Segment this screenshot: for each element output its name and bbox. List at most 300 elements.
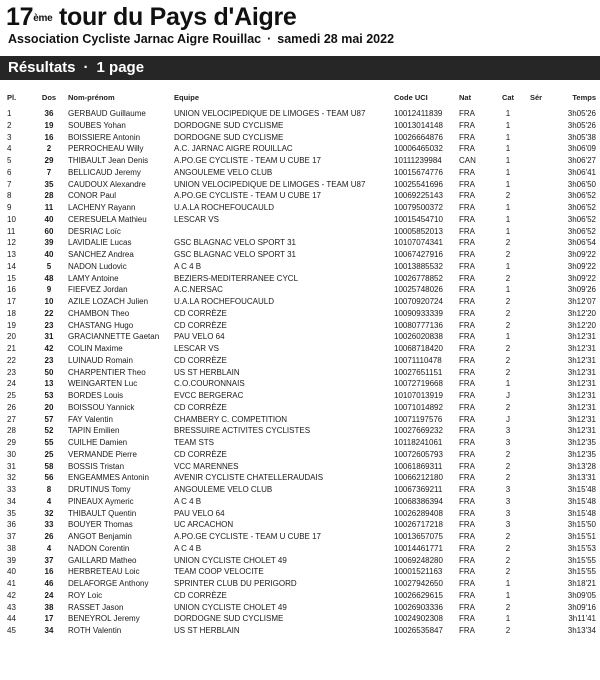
team-cell: A C 4 B — [174, 543, 202, 553]
bib-cell: 36 — [44, 109, 54, 118]
category-cell: 2 — [505, 320, 511, 330]
uci-code-cell: 10025748026 — [394, 285, 443, 295]
category-cell: 2 — [505, 402, 511, 412]
table-row — [0, 120, 600, 132]
category-cell: 2 — [505, 543, 511, 553]
nationality-cell: FRA — [459, 344, 475, 353]
table-row — [0, 425, 600, 437]
rider-name-cell: BOISSOU Yannick — [68, 402, 135, 412]
nationality-cell: FRA — [459, 602, 475, 612]
category-cell: 2 — [505, 367, 511, 377]
table-row — [0, 437, 600, 449]
col-pl: Pl. — [7, 93, 17, 102]
uci-code-cell: 10026535847 — [394, 626, 443, 635]
uci-code-cell: 10012411839 — [394, 109, 443, 118]
team-cell: TEAM STS — [174, 438, 215, 447]
rank-cell: 45 — [7, 626, 16, 635]
rank-cell: 25 — [7, 391, 16, 400]
time-cell: 3h18'21 — [567, 579, 596, 588]
team-cell: CD CORRÈZE — [174, 590, 227, 600]
team-cell: CD CORRÈZE — [174, 402, 227, 412]
nationality-cell: FRA — [459, 379, 475, 389]
rank-cell: 29 — [7, 438, 16, 447]
bib-cell: 13 — [44, 379, 54, 389]
bib-cell: 4 — [46, 543, 52, 553]
uci-code-cell: 10080777136 — [394, 320, 443, 330]
bib-cell: 24 — [44, 590, 54, 600]
rank-cell: 1 — [7, 109, 12, 118]
table-row — [0, 613, 600, 625]
category-cell: 1 — [505, 226, 511, 236]
category-cell: J — [506, 391, 510, 400]
nationality-cell: FRA — [459, 414, 475, 424]
time-cell: 3h05'38 — [567, 132, 596, 142]
rank-cell: 18 — [7, 308, 16, 318]
table-row — [0, 296, 600, 308]
time-cell: 3h09'22 — [567, 261, 596, 271]
rank-cell: 32 — [7, 473, 16, 483]
team-cell: UNION CYCLISTE CHOLET 49 — [174, 602, 287, 612]
bib-cell: 40 — [44, 250, 54, 259]
rank-cell: 33 — [7, 485, 16, 494]
bib-cell: 16 — [44, 567, 54, 577]
bib-cell: 34 — [44, 626, 54, 635]
nationality-cell: FRA — [459, 473, 475, 483]
rider-name-cell: DESRIAC Loïc — [68, 226, 121, 236]
team-cell: U.A.LA ROCHEFOUCAULD — [174, 297, 275, 306]
time-cell: 3h06'27 — [567, 156, 596, 165]
col-dos: Dos — [41, 93, 57, 102]
rank-cell: 43 — [7, 602, 16, 612]
rider-name-cell: CUILHE Damien — [68, 438, 128, 447]
title-prefix: 17 — [6, 3, 34, 31]
table-row — [0, 261, 600, 273]
race-title — [6, 2, 596, 32]
nationality-cell: FRA — [459, 132, 475, 142]
uci-code-cell: 10027942650 — [394, 579, 443, 588]
uci-code-cell: 10026717218 — [394, 520, 443, 530]
rider-name-cell: GERBAUD Guillaume — [68, 109, 146, 118]
team-cell: PAU VELO 64 — [174, 508, 225, 518]
category-cell: 3 — [505, 438, 511, 447]
table-row — [0, 461, 600, 473]
association-name: Association Cycliste Jarnac Aigre Rouillac — [8, 32, 262, 46]
uci-code-cell: 10026903336 — [394, 602, 443, 612]
time-cell: 3h15'48 — [567, 496, 596, 506]
nationality-cell: FRA — [459, 626, 475, 635]
time-cell: 3h09'22 — [567, 250, 596, 259]
subtitle-separator: · — [267, 32, 272, 46]
rider-name-cell: COLIN Maxime — [68, 344, 123, 353]
table-row — [0, 566, 600, 578]
table-row — [0, 367, 600, 379]
bib-cell: 56 — [44, 473, 54, 483]
uci-code-cell: 10107013919 — [394, 391, 443, 400]
bib-cell: 23 — [44, 355, 54, 365]
rank-cell: 13 — [7, 250, 16, 259]
table-row — [0, 108, 600, 120]
nationality-cell: FRA — [459, 496, 475, 506]
team-cell: CD CORRÈZE — [174, 355, 227, 365]
table-row — [0, 414, 600, 426]
time-cell: 3h13'34 — [567, 626, 596, 635]
uci-code-cell: 10071014892 — [394, 402, 443, 412]
time-cell: 3h15'48 — [567, 485, 596, 494]
col-ser: Sér — [530, 93, 543, 102]
team-cell: LESCAR VS — [174, 344, 219, 353]
rider-name-cell: LUINAUD Romain — [68, 355, 133, 365]
team-cell: U.A.LA ROCHEFOUCAULD — [174, 203, 275, 212]
table-row — [0, 378, 600, 390]
nationality-cell: FRA — [459, 614, 475, 624]
team-cell: BEZIERS-MEDITERRANEE CYCL — [174, 273, 299, 283]
uci-code-cell: 10107074341 — [394, 238, 443, 248]
time-cell: 3h15'55 — [567, 567, 596, 577]
nationality-cell: FRA — [459, 120, 475, 130]
time-cell: 3h12'31 — [567, 367, 596, 377]
uci-code-cell: 10024902308 — [394, 614, 443, 624]
rider-name-cell: NADON Corentin — [68, 543, 130, 553]
team-cell: LESCAR VS — [174, 214, 219, 224]
rank-cell: 11 — [7, 226, 16, 236]
uci-code-cell: 10026778852 — [394, 273, 443, 283]
bib-cell: 31 — [44, 332, 54, 342]
team-cell: ANGOULEME VELO CLUB — [174, 485, 273, 494]
rank-cell: 39 — [7, 555, 16, 565]
team-cell: VCC MARENNES — [174, 461, 239, 471]
time-cell: 3h09'05 — [567, 590, 596, 600]
nationality-cell: FRA — [459, 402, 475, 412]
category-cell: 3 — [505, 520, 511, 530]
bib-cell: 5 — [46, 261, 52, 271]
bib-cell: 39 — [44, 238, 54, 248]
rank-cell: 38 — [7, 543, 16, 553]
col-cat: Cat — [501, 93, 515, 102]
rank-cell: 36 — [7, 520, 16, 530]
rank-cell: 42 — [7, 590, 16, 600]
nationality-cell: CAN — [459, 156, 476, 165]
nationality-cell: FRA — [459, 191, 475, 201]
category-cell: 1 — [505, 614, 511, 624]
category-cell: 2 — [505, 297, 511, 306]
race-date: samedi 28 mai 2022 — [277, 32, 395, 46]
category-cell: 2 — [505, 344, 511, 353]
table-row — [0, 308, 600, 320]
category-cell: 1 — [505, 132, 511, 142]
team-cell: UC ARCACHON — [174, 520, 234, 530]
nationality-cell: FRA — [459, 543, 475, 553]
table-row — [0, 132, 600, 144]
col-equipe: Equipe — [174, 93, 200, 102]
rider-name-cell: CHASTANG Hugo — [68, 320, 134, 330]
uci-code-cell: 10066212180 — [394, 473, 443, 483]
col-code: Code UCI — [394, 93, 428, 102]
team-cell: TEAM COOP VELOCITE — [174, 567, 264, 577]
bib-cell: 50 — [44, 367, 54, 377]
rank-cell: 44 — [7, 614, 16, 624]
bib-cell: 46 — [44, 579, 54, 588]
uci-code-cell: 10005852013 — [394, 226, 443, 236]
uci-code-cell: 10111239984 — [394, 156, 442, 165]
time-cell: 3h05'26 — [567, 109, 596, 118]
time-cell: 3h06'52 — [567, 203, 596, 212]
time-cell: 3h12'31 — [567, 414, 596, 424]
category-cell: 2 — [505, 567, 511, 577]
nationality-cell: FRA — [459, 449, 475, 459]
nationality-cell: FRA — [459, 532, 475, 541]
category-cell: 2 — [505, 449, 511, 459]
team-cell: A C 4 B — [174, 261, 202, 271]
rank-cell: 9 — [7, 203, 12, 212]
team-cell: DORDOGNE SUD CYCLISME — [174, 120, 284, 130]
bib-cell: 10 — [44, 297, 54, 306]
category-cell: 2 — [505, 473, 511, 483]
nationality-cell: FRA — [459, 367, 475, 377]
rider-name-cell: HERBRETEAU Loic — [68, 567, 140, 577]
rider-name-cell: GRACIANNETTE Gaetan — [68, 332, 160, 342]
rider-name-cell: TAPIN Emilien — [68, 426, 120, 436]
rank-cell: 7 — [7, 179, 12, 189]
team-cell: US ST HERBLAIN — [174, 626, 240, 635]
table-row — [0, 508, 600, 520]
team-cell: PAU VELO 64 — [174, 332, 225, 342]
uci-code-cell: 10013885532 — [394, 261, 443, 271]
rank-cell: 23 — [7, 367, 16, 377]
col-temps: Temps — [572, 93, 596, 102]
bib-cell: 11 — [44, 203, 54, 212]
rider-name-cell: DELAFORGE Anthony — [68, 579, 149, 588]
time-cell: 3h12'31 — [567, 402, 596, 412]
team-cell: GSC BLAGNAC VELO SPORT 31 — [174, 238, 296, 248]
rank-cell: 8 — [7, 191, 12, 201]
nationality-cell: FRA — [459, 320, 475, 330]
uci-code-cell: 10118241061 — [394, 438, 443, 447]
rider-name-cell: BELLICAUD Jeremy — [68, 167, 141, 177]
rider-name-cell: ANGOT Benjamin — [68, 532, 132, 541]
table-row — [0, 202, 600, 214]
bib-cell: 8 — [46, 485, 52, 494]
team-cell: DORDOGNE SUD CYCLISME — [174, 132, 284, 142]
category-cell: 1 — [505, 579, 511, 588]
table-row — [0, 578, 600, 590]
category-cell: 1 — [505, 332, 511, 342]
rank-cell: 21 — [7, 344, 16, 353]
bib-cell: 19 — [44, 120, 54, 130]
nationality-cell: FRA — [459, 250, 475, 259]
uci-code-cell: 10090933339 — [394, 308, 443, 318]
rider-name-cell: FAY Valentin — [68, 414, 113, 424]
nationality-cell: FRA — [459, 485, 475, 494]
bib-cell: 2 — [46, 144, 52, 154]
rank-cell: 14 — [7, 261, 16, 271]
team-cell: A.PO.GE CYCLISTE - TEAM U CUBE 17 — [174, 191, 321, 201]
time-cell: 3h13'28 — [567, 461, 596, 471]
time-cell: 3h06'54 — [567, 238, 596, 248]
rider-name-cell: BOISSIERE Antonin — [68, 132, 141, 142]
table-row — [0, 249, 600, 261]
rider-name-cell: LAVIDALIE Lucas — [68, 238, 132, 248]
time-cell: 3h12'35 — [567, 438, 596, 447]
team-cell: A.PO.GE CYCLISTE - TEAM U CUBE 17 — [174, 532, 321, 541]
category-cell: 2 — [505, 461, 511, 471]
team-cell: CD CORRÈZE — [174, 320, 227, 330]
nationality-cell: FRA — [459, 297, 475, 306]
uci-code-cell: 10072719668 — [394, 379, 443, 389]
nationality-cell: FRA — [459, 332, 475, 342]
bib-cell: 37 — [44, 555, 54, 565]
table-row — [0, 190, 600, 202]
time-cell: 3h09'16 — [567, 602, 596, 612]
category-cell: 2 — [505, 273, 511, 283]
time-cell: 3h11'41 — [568, 614, 596, 624]
rank-cell: 35 — [7, 508, 16, 518]
nationality-cell: FRA — [459, 579, 475, 588]
time-cell: 3h12'31 — [567, 426, 596, 436]
table-row — [0, 343, 600, 355]
uci-code-cell: 10068386394 — [394, 496, 443, 506]
table-row — [0, 625, 600, 637]
team-cell: GSC BLAGNAC VELO SPORT 31 — [174, 250, 296, 259]
rider-name-cell: AZILE LOZACH Julien — [68, 297, 149, 306]
uci-code-cell: 10014461771 — [394, 543, 443, 553]
bib-cell: 57 — [44, 414, 54, 424]
bib-cell: 32 — [44, 508, 54, 518]
time-cell: 3h12'31 — [567, 355, 596, 365]
time-cell: 3h12'20 — [567, 308, 596, 318]
team-cell: A.PO.GE CYCLISTE - TEAM U CUBE 17 — [174, 156, 321, 165]
time-cell: 3h12'31 — [567, 344, 596, 353]
bib-cell: 29 — [44, 156, 54, 165]
uci-code-cell: 10026629615 — [394, 590, 443, 600]
category-cell: 2 — [505, 532, 511, 541]
nationality-cell: FRA — [459, 167, 475, 177]
team-cell: UNION VELOCIPEDIQUE DE LIMOGES - TEAM U87 — [174, 179, 366, 189]
rider-name-cell: VERMANDE Pierre — [68, 449, 137, 459]
bib-cell: 42 — [44, 344, 54, 353]
uci-code-cell: 10026020838 — [394, 332, 443, 342]
rank-cell: 22 — [7, 355, 16, 365]
rank-cell: 3 — [7, 132, 12, 142]
rank-cell: 15 — [7, 273, 16, 283]
time-cell: 3h12'31 — [567, 379, 596, 389]
table-row — [0, 284, 600, 296]
rider-name-cell: CERESUELA Mathieu — [68, 214, 147, 224]
time-cell: 3h15'55 — [567, 555, 596, 565]
category-cell: 1 — [505, 120, 511, 130]
bib-cell: 25 — [44, 449, 54, 459]
rider-name-cell: RASSET Jason — [68, 602, 124, 612]
time-cell: 3h06'50 — [567, 179, 596, 189]
time-cell: 3h06'52 — [567, 226, 596, 236]
results-label: Résultats — [8, 59, 76, 76]
table-row — [0, 402, 600, 414]
uci-code-cell: 10070920724 — [394, 297, 443, 306]
results-table — [0, 108, 600, 637]
bib-cell: 55 — [44, 438, 54, 447]
team-cell: UNION VELOCIPEDIQUE DE LIMOGES - TEAM U87 — [174, 109, 366, 118]
rider-name-cell: CHAMBON Theo — [68, 308, 130, 318]
category-cell: 3 — [505, 508, 511, 518]
bib-cell: 17 — [44, 614, 54, 624]
bib-cell: 52 — [44, 426, 54, 436]
team-cell: EVCC BERGERAC — [174, 391, 244, 400]
table-row — [0, 472, 600, 484]
uci-code-cell: 10079500372 — [394, 203, 443, 212]
rank-cell: 19 — [7, 320, 16, 330]
category-cell: 2 — [505, 191, 511, 201]
rank-cell: 6 — [7, 167, 12, 177]
nationality-cell: FRA — [459, 109, 475, 118]
bib-cell: 38 — [44, 602, 54, 612]
category-cell: 2 — [505, 626, 511, 635]
rank-cell: 30 — [7, 449, 16, 459]
team-cell: CD CORRÈZE — [174, 449, 227, 459]
rider-name-cell: BENEYROL Jeremy — [68, 614, 140, 624]
rider-name-cell: LAMY Antoine — [68, 273, 119, 283]
time-cell: 3h09'22 — [567, 273, 596, 283]
uci-code-cell: 10025541696 — [394, 179, 443, 189]
team-cell: A.C. JARNAC AIGRE ROUILLAC — [174, 144, 293, 154]
rider-name-cell: CONOR Paul — [68, 191, 117, 201]
rider-name-cell: ENGEAMMES Antonin — [68, 473, 149, 483]
rank-cell: 5 — [7, 156, 12, 165]
team-cell: DORDOGNE SUD CYCLISME — [174, 614, 284, 624]
rank-cell: 12 — [7, 238, 16, 248]
rank-cell: 17 — [7, 297, 16, 306]
rider-name-cell: CHARPENTIER Theo — [68, 367, 146, 377]
nationality-cell: FRA — [459, 461, 475, 471]
rider-name-cell: WEINGARTEN Luc — [68, 379, 138, 389]
uci-code-cell: 10013657075 — [394, 532, 443, 541]
rank-cell: 10 — [7, 214, 16, 224]
category-cell: 2 — [505, 238, 511, 248]
uci-code-cell: 10001521163 — [394, 567, 443, 577]
rider-name-cell: PERROCHEAU Willy — [68, 144, 144, 154]
bib-cell: 4 — [46, 496, 52, 506]
table-row — [0, 237, 600, 249]
rider-name-cell: SANCHEZ Andrea — [68, 250, 134, 259]
rank-cell: 40 — [7, 567, 16, 577]
uci-code-cell: 10013014148 — [394, 120, 443, 130]
col-name: Nom-prénom — [68, 93, 115, 102]
rider-name-cell: BOSSIS Tristan — [68, 461, 125, 471]
bib-cell: 23 — [44, 320, 54, 330]
table-row — [0, 214, 600, 226]
rank-cell: 27 — [7, 414, 16, 424]
uci-code-cell: 10026664876 — [394, 132, 443, 142]
category-cell: 1 — [505, 214, 511, 224]
nationality-cell: FRA — [459, 144, 475, 154]
bib-cell: 60 — [44, 226, 54, 236]
category-cell: 1 — [505, 203, 511, 212]
nationality-cell: FRA — [459, 438, 475, 447]
time-cell: 3h12'35 — [567, 449, 596, 459]
time-cell: 3h12'07 — [567, 297, 596, 306]
bib-cell: 16 — [44, 132, 54, 142]
category-cell: 2 — [505, 602, 511, 612]
table-row — [0, 167, 600, 179]
page-count: 1 page — [96, 59, 145, 76]
table-row — [0, 320, 600, 332]
category-cell: 3 — [505, 496, 511, 506]
nationality-cell: FRA — [459, 273, 475, 283]
nationality-cell: FRA — [459, 261, 475, 271]
rank-cell: 37 — [7, 532, 16, 541]
col-nat: Nat — [459, 93, 472, 102]
team-cell: US ST HERBLAIN — [174, 367, 240, 377]
team-cell: ANGOULEME VELO CLUB — [174, 167, 273, 177]
uci-code-cell: 10068718420 — [394, 344, 443, 353]
